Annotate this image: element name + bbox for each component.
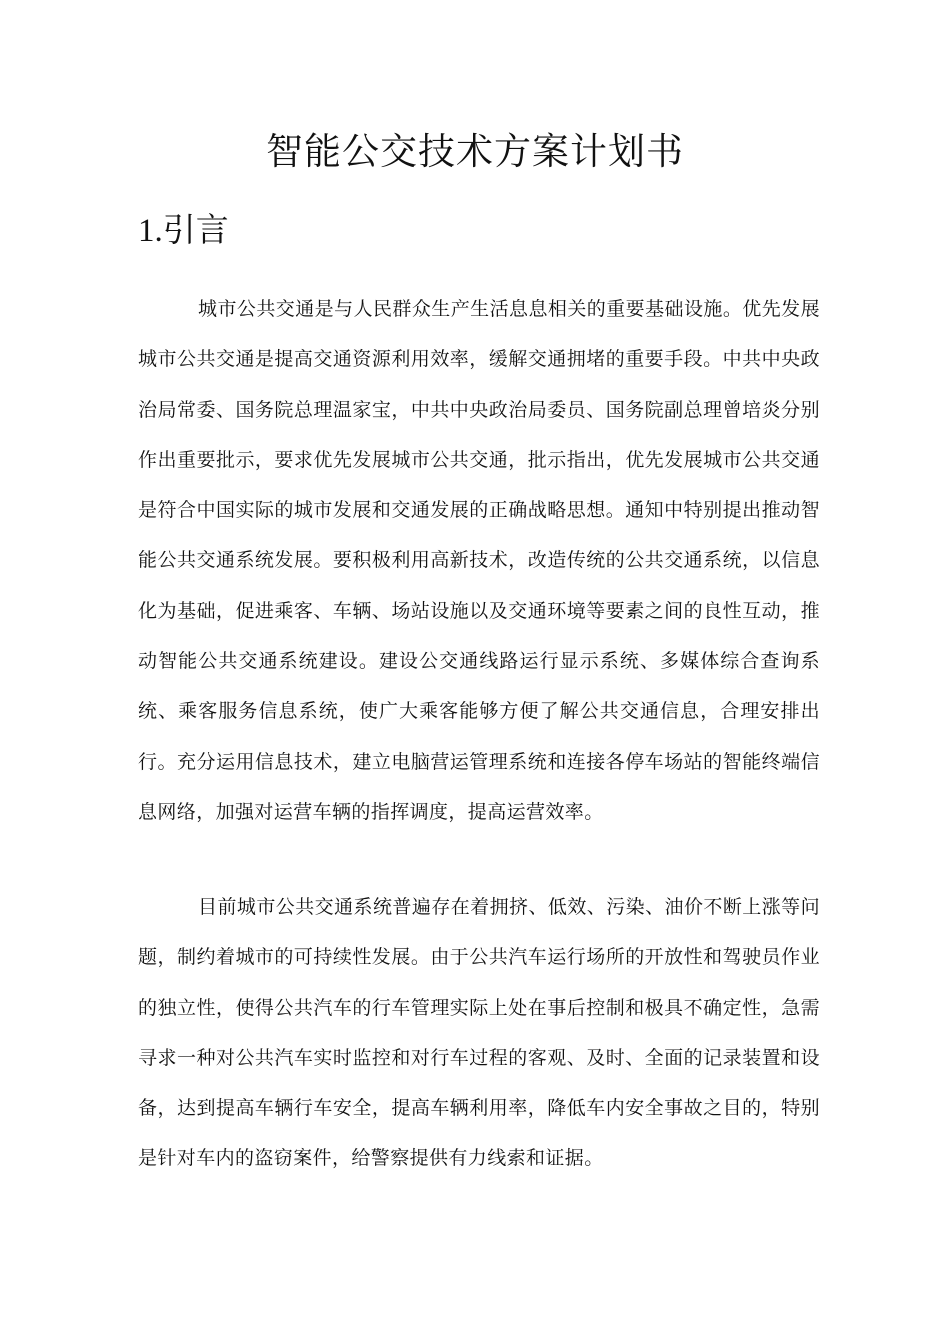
document-title: 智能公交技术方案计划书 [266, 130, 684, 173]
section-heading [138, 208, 229, 253]
body-paragraph: 城市公共交通是与人民群众生产生活息息相关的重要基础设施。优先发展城市公共交通是提高交通资源利用效率，缓解交通拥堵的重要手段。中共中央政治局常委、国务院总理温家宝，中共中央政治局委员、国务院副总理曾培炎分别作出重要批示，要求优先发展城市公共交通，批示指出，优先发展城市公共交通是符合中国实际的城市发展和交通发展的正确战略思想。通知中特别提出推动智能公共交通系统发展。要积极利用高新技术，改造传统的公共交通系统，以信息化为基础，促进乘客、车辆、场站设施以及交通环境等要素之间的良性互动，推动智能公共交通系统建设。建设公交通线路运行显示系统、多媒体综合查询系统、乘客服务信息系统，使广大乘客能够方便了解公共交通信息，合理安排出行。充分运用信息技术，建立电脑营运管理系统和连接各停车场站的智能终端信息网络，加强对运营车辆的指挥调度，提高运营效率。 [138, 298, 820, 823]
section-number: 1. [138, 213, 163, 249]
body-paragraph: 目前城市公共交通系统普遍存在着拥挤、低效、污染、油价不断上涨等问题，制约着城市的可持续性发展。由于公共汽车运行场所的开放性和驾驶员作业的独立性，使得公共汽车的行车管理实际上处在事后控制和极具不确定性，急需寻求一种对公共汽车实时监控和对行车过程的客观、及时、全面的记录装置和设备，达到提高车辆行车安全，提高车辆利用率，降低车内安全事故之目的，特别是针对车内的盗窃案件，给警察提供有力线索和证据。 [138, 896, 820, 1170]
section-heading-text: 引言 [162, 210, 229, 249]
